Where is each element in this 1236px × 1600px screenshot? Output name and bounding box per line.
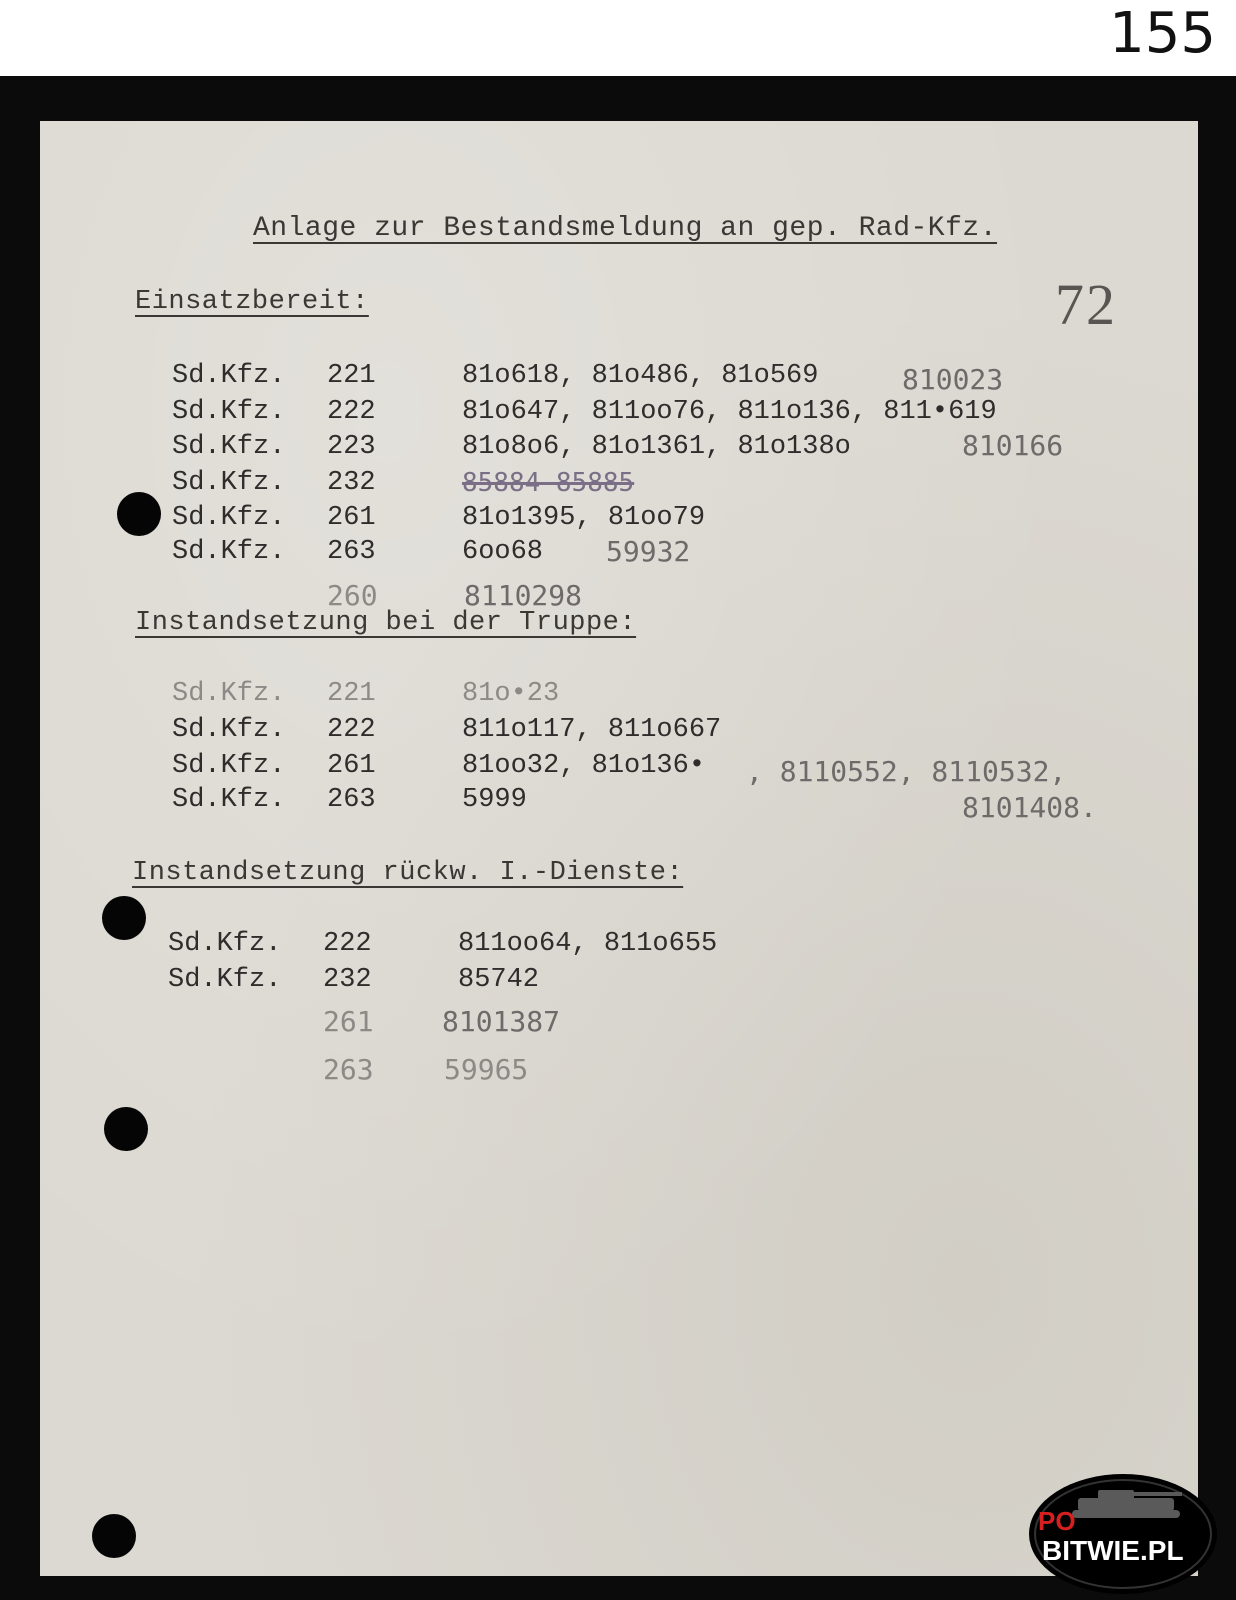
row-code: 232 [327, 468, 376, 498]
section-heading-instandsetzung-rueckw: Instandsetzung rückw. I.-Dienste: [132, 858, 684, 888]
row-code: 223 [327, 432, 376, 462]
stamped-number: 59965 [444, 1053, 529, 1086]
row-numbers: 85742 [458, 965, 540, 995]
row-numbers: 5999 [462, 785, 527, 815]
row-code: 221 [327, 361, 376, 391]
punch-hole [117, 492, 161, 536]
stamped-number: 59932 [606, 535, 691, 568]
page-number: 155 [1109, 1, 1216, 66]
stamped-number: , 8110552, 8110532, [746, 755, 1067, 788]
row-label: Sd.Kfz. [172, 679, 286, 709]
row-numbers: 6oo68 [462, 537, 544, 567]
row-code: 221 [327, 679, 376, 709]
scan-frame [0, 76, 1236, 1600]
row-label: Sd.Kfz. [172, 503, 286, 533]
struck-out-number: 85884 85885 [462, 468, 635, 498]
punch-hole [102, 896, 146, 940]
row-code: 263 [327, 785, 376, 815]
section-heading-einsatzbereit: Einsatzbereit: [135, 287, 369, 317]
section-heading-instandsetzung-truppe: Instandsetzung bei der Truppe: [135, 608, 637, 638]
row-label: Sd.Kfz. [172, 715, 286, 745]
row-numbers: 81oo32, 81o136• [462, 751, 706, 781]
row-code: 232 [323, 965, 372, 995]
stamped-code: 261 [323, 1005, 374, 1038]
row-label: Sd.Kfz. [172, 432, 286, 462]
pobitwie-logo [1026, 1468, 1220, 1596]
row-label: Sd.Kfz. [172, 468, 286, 498]
row-code: 261 [327, 503, 376, 533]
document-sheet [40, 121, 1198, 1576]
row-code: 222 [323, 929, 372, 959]
folio-number: 72 [1055, 272, 1117, 337]
stamped-code: 260 [327, 579, 378, 612]
row-label: Sd.Kfz. [172, 361, 286, 391]
row-numbers: 81o8o6, 81o1361, 81o138o [462, 432, 851, 462]
stamped-number: 810166 [962, 429, 1064, 462]
logo-text-top: PO [1038, 1506, 1076, 1536]
row-label: Sd.Kfz. [172, 537, 286, 567]
row-numbers: 811oo64, 811o655 [458, 929, 718, 959]
stamped-code: 263 [323, 1053, 374, 1086]
punch-hole [92, 1514, 136, 1558]
row-code: 263 [327, 537, 376, 567]
row-label: Sd.Kfz. [172, 785, 286, 815]
row-label: Sd.Kfz. [168, 965, 282, 995]
document-title: Anlage zur Bestandsmeldung an gep. Rad-Kfz. [253, 213, 998, 244]
stamped-number: 810023 [902, 363, 1004, 396]
stamped-number: 8101408. [962, 791, 1097, 824]
stamped-number: 8101387 [442, 1005, 561, 1038]
row-label: Sd.Kfz. [168, 929, 282, 959]
row-code: 222 [327, 397, 376, 427]
punch-hole [104, 1107, 148, 1151]
row-numbers: 81o•23 [462, 679, 560, 709]
logo-text-bottom: BITWIE.PL [1042, 1535, 1184, 1566]
row-code: 261 [327, 751, 376, 781]
row-label: Sd.Kfz. [172, 751, 286, 781]
row-code: 222 [327, 715, 376, 745]
stamped-number: 8110298 [464, 579, 583, 612]
row-numbers: 81o618, 81o486, 81o569 [462, 361, 819, 391]
row-label: Sd.Kfz. [172, 397, 286, 427]
row-numbers: 81o647, 811oo76, 811o136, 811•619 [462, 397, 997, 427]
row-numbers: 81o1395, 81oo79 [462, 503, 706, 533]
row-numbers: 811o117, 811o667 [462, 715, 722, 745]
